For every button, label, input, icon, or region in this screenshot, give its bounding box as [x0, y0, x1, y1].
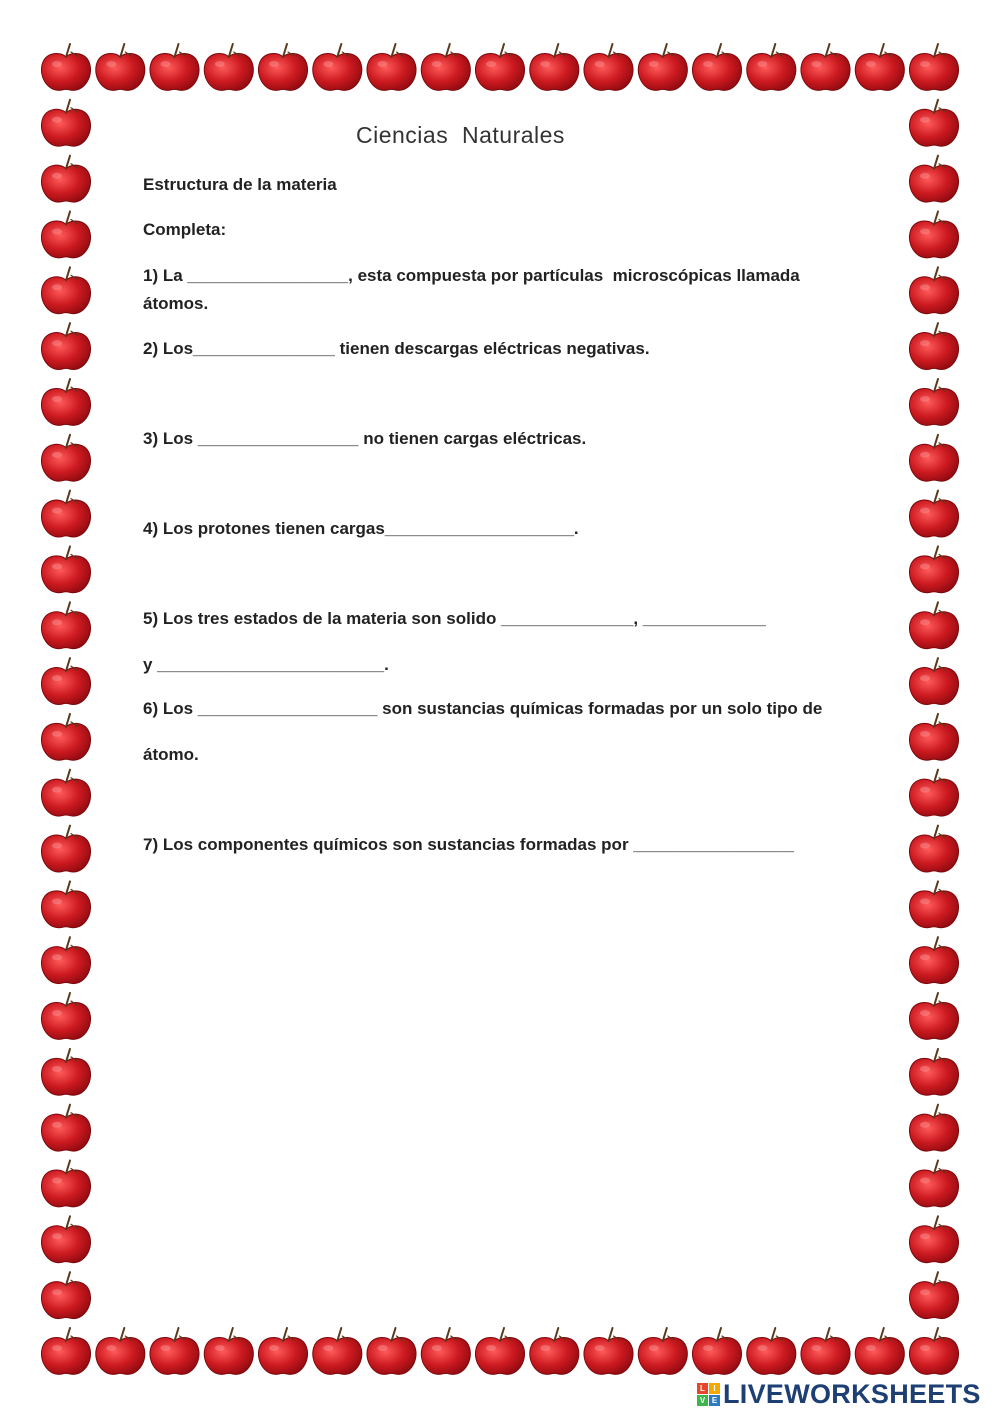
apple-icon: [909, 602, 958, 648]
apple-icon: [41, 1049, 90, 1095]
apple-icon: [475, 1328, 524, 1374]
logo-badge-letter: E: [709, 1395, 720, 1406]
apple-icon: [258, 1328, 307, 1374]
apple-icon: [909, 212, 958, 258]
apple-icon: [313, 44, 362, 90]
apple-icon: [41, 546, 90, 592]
apple-icon: [150, 44, 199, 90]
apple-icon: [41, 1216, 90, 1262]
apple-icon: [801, 1328, 850, 1374]
apple-icon: [909, 826, 958, 872]
apple-icon: [909, 491, 958, 537]
apple-icon: [41, 881, 90, 927]
apple-icon: [41, 435, 90, 481]
apple-icon: [258, 44, 307, 90]
apple-icon: [747, 1328, 796, 1374]
apple-icon: [41, 1272, 90, 1318]
worksheet-title: Ciencias Naturales: [356, 122, 565, 148]
apple-icon: [421, 1328, 470, 1374]
question-5: 5) Los tres estados de la materia son solido ______________, _____________: [143, 609, 766, 628]
apple-icon: [909, 267, 958, 313]
apple-icon: [41, 44, 90, 90]
question-7: 7) Los componentes químicos son sustancias formadas por _________________: [143, 835, 795, 854]
apple-icon: [909, 1105, 958, 1151]
apple-icon: [909, 379, 958, 425]
apple-icon: [421, 44, 470, 90]
apple-icon: [909, 1216, 958, 1262]
apple-icon: [909, 714, 958, 760]
apple-icon: [475, 44, 524, 90]
apple-icon: [41, 658, 90, 704]
question-3: 3) Los _________________ no tienen cargas eléctricas.: [143, 429, 587, 448]
apple-icon: [909, 435, 958, 481]
logo-badge-letter: V: [697, 1395, 708, 1406]
question-6: 6) Los ___________________ son sustancias químicas formadas por un solo tipo de: [143, 699, 823, 718]
apple-icon: [801, 44, 850, 90]
apple-icon: [41, 937, 90, 983]
apple-icon: [909, 156, 958, 202]
apple-icon: [692, 44, 741, 90]
apple-icon: [855, 44, 904, 90]
apple-icon: [204, 1328, 253, 1374]
apple-icon: [584, 1328, 633, 1374]
logo-badge-letter: I: [709, 1383, 720, 1394]
worksheet-subtitle: Estructura de la materia: [143, 175, 337, 194]
apple-icon: [41, 1105, 90, 1151]
apple-icon: [909, 546, 958, 592]
apple-icon: [96, 1328, 145, 1374]
apple-icon: [855, 1328, 904, 1374]
question-6-continued: átomo.: [143, 745, 199, 764]
apple-icon: [909, 100, 958, 146]
apple-icon: [909, 44, 958, 90]
apple-icon: [367, 1328, 416, 1374]
apple-icon: [909, 323, 958, 369]
liveworksheets-logo: [697, 1379, 981, 1410]
apple-icon: [909, 1272, 958, 1318]
question-4: 4) Los protones tienen cargas____________________.: [143, 519, 579, 538]
apple-icon: [204, 44, 253, 90]
apple-icon: [41, 993, 90, 1039]
apple-icon: [584, 44, 633, 90]
worksheet-instruction: Completa:: [143, 220, 227, 239]
apple-icon: [692, 1328, 741, 1374]
apple-icon: [909, 1161, 958, 1207]
apple-icon: [96, 44, 145, 90]
apple-icon: [909, 993, 958, 1039]
apple-icon: [41, 212, 90, 258]
apple-icon: [909, 658, 958, 704]
apple-icon: [367, 44, 416, 90]
apple-icon: [313, 1328, 362, 1374]
apple-icon: [41, 770, 90, 816]
apple-icon: [909, 937, 958, 983]
apple-icon: [41, 156, 90, 202]
apple-icon: [909, 881, 958, 927]
apple-icon: [41, 1328, 90, 1374]
question-1: 1) La _________________, esta compuesta por partículas microscópicas llamada: [143, 266, 800, 285]
apple-icon: [41, 323, 90, 369]
apple-icon: [41, 379, 90, 425]
apple-icon: [41, 602, 90, 648]
apple-icon: [909, 1049, 958, 1095]
apple-icon: [41, 267, 90, 313]
question-5-continued: y ________________________.: [143, 655, 389, 674]
question-2: 2) Los_______________ tienen descargas eléctricas negativas.: [143, 339, 650, 358]
logo-badge-letter: L: [697, 1383, 708, 1394]
question-1-continued: átomos.: [143, 294, 209, 313]
apple-icon: [747, 44, 796, 90]
apple-icon: [638, 44, 687, 90]
apple-icon: [909, 770, 958, 816]
apple-icon: [41, 491, 90, 537]
apple-icon: [909, 1328, 958, 1374]
apple-icon: [530, 44, 579, 90]
apple-icon: [530, 1328, 579, 1374]
apple-icon: [41, 100, 90, 146]
logo-text: LIVEWORKSHEETS: [723, 1379, 981, 1409]
apple-icon: [41, 714, 90, 760]
logo-badge: [697, 1383, 720, 1406]
apple-icon: [638, 1328, 687, 1374]
apple-icon: [41, 826, 90, 872]
apple-icon: [41, 1161, 90, 1207]
apple-icon: [150, 1328, 199, 1374]
